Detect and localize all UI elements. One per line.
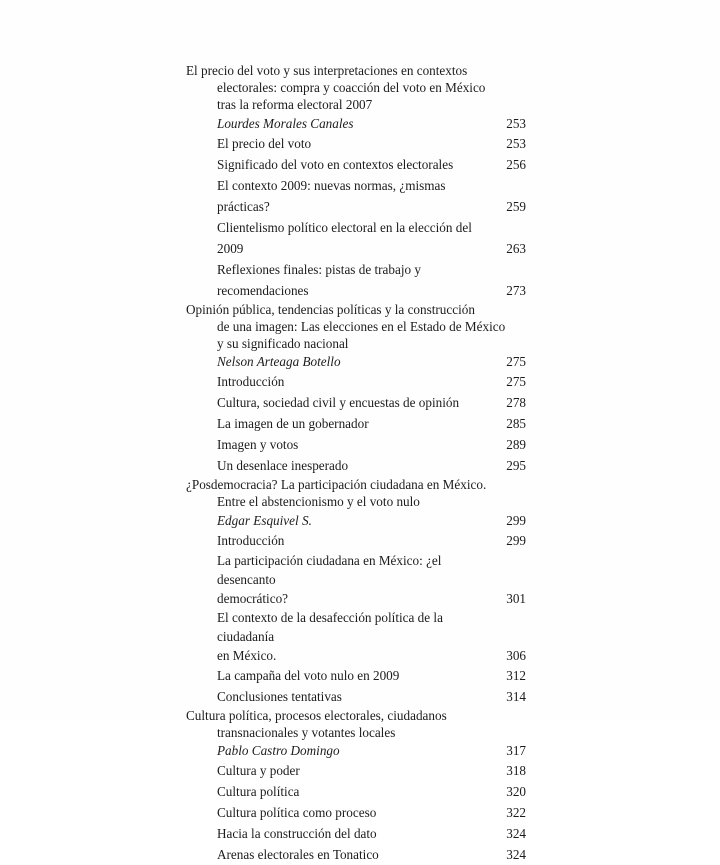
toc-entry[interactable] [186,154,526,175]
toc-chapter-group [186,476,526,706]
page-number: 259 [506,198,526,214]
toc-entry-line: El contexto 2009: nuevas normas, ¿mismas prácticas? [217,177,446,214]
page-number: 317 [506,743,526,759]
toc-entry-label [217,686,348,707]
page-number: 318 [506,763,526,779]
toc-entry[interactable] [186,434,526,455]
chapter-title-line: y su significado nacional [217,336,349,352]
chapter-title-line: transnacionales y votantes locales [217,724,396,740]
toc-entry-label [217,392,465,413]
toc-chapter-group [186,62,526,301]
toc-entry[interactable] [186,760,526,781]
chapter-title-line: Cultura política, procesos electorales, ciudadanos [186,707,447,723]
toc-entry-line: Cultura política como proceso [217,805,377,821]
toc-entry[interactable] [186,551,526,608]
toc-entry-line: Imagen y votos [217,437,299,453]
toc-entry[interactable] [186,530,526,551]
toc-entry-label [217,760,306,781]
toc-entry-line: Cultura, sociedad civil y encuestas de opinión [217,395,460,411]
toc-entry-line: El precio del voto [217,135,312,151]
toc-entry-line: Introducción [217,374,285,390]
page-number: 324 [506,847,526,863]
toc-entry[interactable] [186,802,526,823]
page-number: 275 [506,354,526,370]
chapter-title[interactable] [186,62,526,114]
toc-entry-label [217,802,382,823]
page-number: 314 [506,688,526,704]
chapter-author: Nelson Arteaga Botello [217,354,341,370]
toc-entry-line: Cultura política [217,784,300,800]
toc-entry-line: Conclusiones tentativas [217,688,342,704]
page-number: 263 [506,240,526,256]
toc-chapter-group [186,301,526,477]
chapter-title-line: El precio del voto y sus interpretaciones en contextos [186,63,468,78]
toc-entry[interactable] [186,371,526,392]
toc-entry-line: Arenas electorales en Tonatico [217,847,379,863]
chapter-author-row[interactable] [186,114,526,133]
toc-entry-line: democrático? [217,590,289,606]
chapter-title[interactable] [186,301,526,353]
toc-entry-line: La participación ciudadana en México: ¿el desencanto [217,552,442,587]
toc-entry-label [217,530,290,551]
toc-entry-line: El contexto de la desafección política de la ciudadanía [217,609,443,644]
toc-entry-line: Reflexiones finales: pistas de trabajo y recomendaciones [217,261,421,298]
toc-entry-label [217,781,305,802]
toc-entry-label [217,259,500,301]
toc-entry-line: Clientelismo político electoral en la elección del 2009 [217,219,472,256]
chapter-title-line: de una imagen: Las elecciones en el Estado de México [217,318,506,334]
chapter-title-line: Opinión pública, tendencias políticas y la construcción [186,301,475,317]
chapter-author-row[interactable] [186,511,526,530]
toc-entry[interactable] [186,686,526,707]
chapter-author: Edgar Esquivel S. [217,512,312,528]
toc-entry[interactable] [186,781,526,802]
page-number: 256 [506,156,526,172]
toc-entry-line: La imagen de un gobernador [217,416,369,432]
chapter-title[interactable] [186,476,526,510]
toc-entry-label [217,217,500,259]
toc-entry[interactable] [186,133,526,154]
toc-entry-line: Hacia la construcción del dato [217,826,377,842]
toc-entry-line: Cultura y poder [217,763,300,779]
toc-entry[interactable] [186,844,526,865]
toc-entry-label [217,844,385,865]
toc-entry-label [217,665,405,686]
page-number: 301 [506,590,526,606]
page-number: 278 [506,395,526,411]
page-number: 275 [506,374,526,390]
chapter-author-row[interactable] [186,352,526,371]
toc-entry-label [217,371,290,392]
toc-chapter-group [186,707,526,865]
page-number: 320 [506,784,526,800]
page-number: 299 [506,532,526,548]
toc-entry-line: La campaña del voto nulo en 2009 [217,667,400,683]
chapter-title[interactable] [186,707,526,741]
toc-entry-label [217,823,383,844]
toc-entry-line: en México. [217,647,277,663]
toc-entry-label [217,154,459,175]
page-number: 253 [506,135,526,151]
toc-entry[interactable] [186,823,526,844]
toc-entry-label [217,608,500,665]
chapter-title-line: Entre el abstencionismo y el voto nulo [217,494,420,510]
page-number: 295 [506,458,526,474]
page-number: 299 [506,512,526,528]
chapter-author-row[interactable] [186,741,526,760]
toc-entry[interactable] [186,259,526,301]
page-number: 322 [506,805,526,821]
toc-entry[interactable] [186,217,526,259]
page-number: 289 [506,437,526,453]
toc-entry-label [217,175,500,217]
chapter-title-line: ¿Posdemocracia? La participación ciudadana en México. [186,477,487,493]
toc-entry[interactable] [186,413,526,434]
toc-entry-label [217,551,500,608]
chapter-author: Lourdes Morales Canales [217,115,354,131]
toc-entry-label [217,434,304,455]
page-number: 312 [506,667,526,683]
page-number: 273 [506,282,526,298]
chapter-author: Pablo Castro Domingo [217,743,340,759]
toc-entry[interactable] [186,392,526,413]
toc-entry-line: Introducción [217,532,285,548]
toc-entry-label [217,413,375,434]
page-number: 253 [506,115,526,131]
page-number: 306 [506,647,526,663]
toc-entry-label [217,455,354,476]
toc-entry-line: Significado del voto en contextos electorales [217,156,454,172]
toc-entry[interactable] [186,175,526,217]
toc-entry-label [217,133,317,154]
table-of-contents [186,62,526,865]
toc-entry-line: Un desenlace inesperado [217,458,349,474]
toc-entry[interactable] [186,608,526,665]
chapter-title-line: electorales: compra y coacción del voto en México [217,80,486,96]
toc-entry[interactable] [186,455,526,476]
toc-entry[interactable] [186,665,526,686]
chapter-title-line: tras la reforma electoral 2007 [217,97,373,113]
page-number: 285 [506,416,526,432]
page-number: 324 [506,826,526,842]
